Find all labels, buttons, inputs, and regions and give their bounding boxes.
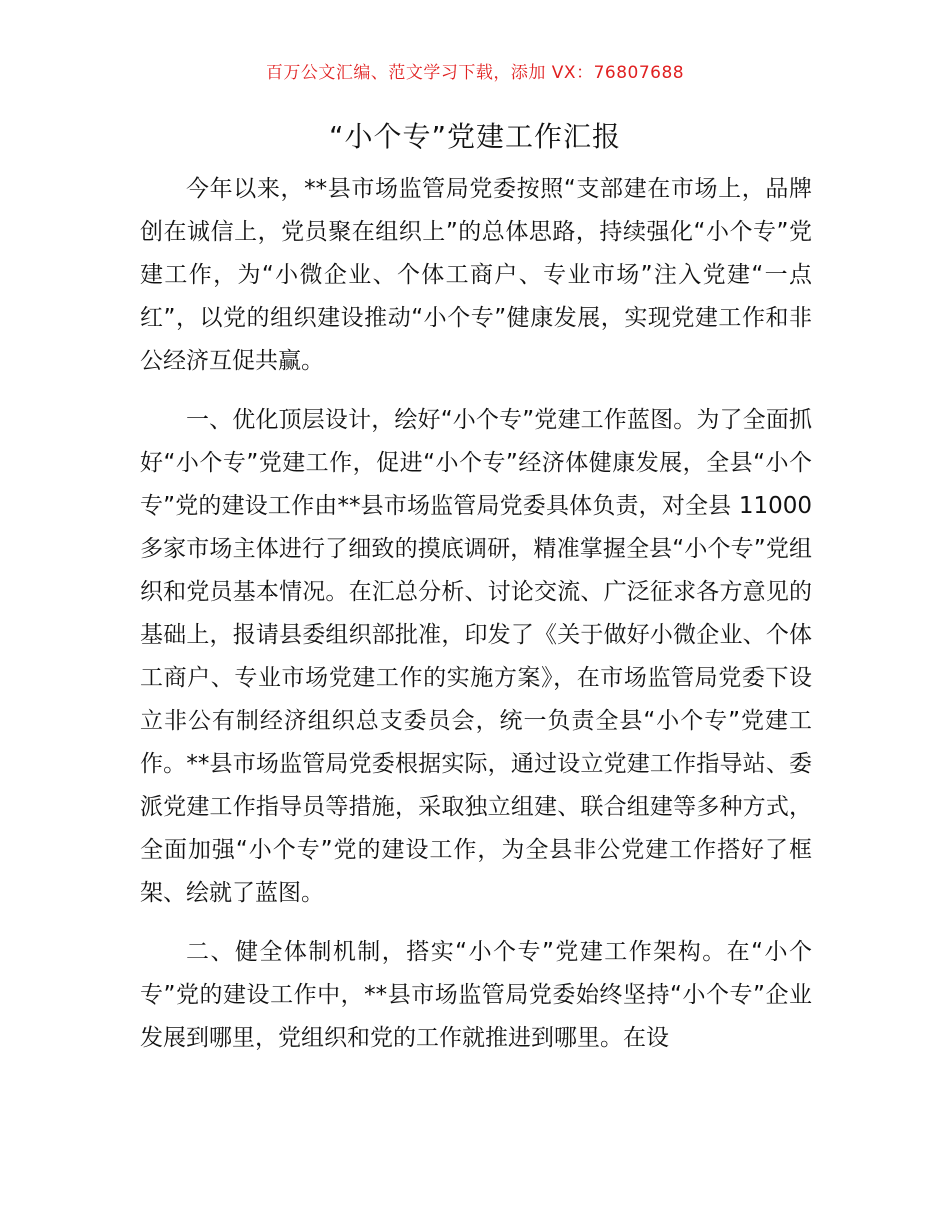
paragraph-section-2: 二、健全体制机制，搭实“小个专”党建工作架构。在“小个专”党的建设工作中，**县市场监管局党委始终坚持“小个专”企业发展到哪里，党组织和党的工作就推进到哪里。在设 (140, 939, 812, 1051)
paragraph-intro: 今年以来，**县市场监管局党委按照“支部建在市场上，品牌创在诚信上，党员聚在组织上”的总体思路，持续强化“小个专”党建工作，为“小微企业、个体工商户、专业市场”注入党建“一点红”，以党的组织建设推动“小个专”健康发展，实现党建工作和非公经济互促共赢。 (140, 176, 812, 374)
header-watermark: 百万公文汇编、范文学习下载，添加 VX：76807688 (265, 63, 685, 83)
paragraph-section-1: 一、优化顶层设计，绘好“小个专”党建工作蓝图。为了全面抓好“小个专”党建工作，促进“小个专”经济体健康发展，全县“小个专”党的建设工作由**县市场监管局党委具体负责，对全县 11000 多家市场主体进行了细致的摸底调研，精准掌握全县“小个专”党组织和党员基本情况。在汇总分析、讨论交流、广泛征求各方意见的基础上，报请县委组织部批准，印发了《关于做好小微企业、个体工商户、专业市场党建工作的实施方案》，在市场监管局党委下设立非公有制经济组织总支委员会，统一负责全县“小个专”党建工作。**县市场监管局党委根据实际，通过设立党建工作指导站、委派党建工作指导员等措施，采取独立组建、联合组建等多种方式，全面加强“小个专”党的建设工作，为全县非公党建工作搭好了框架、绘就了蓝图。 (140, 407, 812, 906)
document-body (140, 168, 812, 1076)
document-title: “小个专”党建工作汇报 (328, 120, 621, 153)
